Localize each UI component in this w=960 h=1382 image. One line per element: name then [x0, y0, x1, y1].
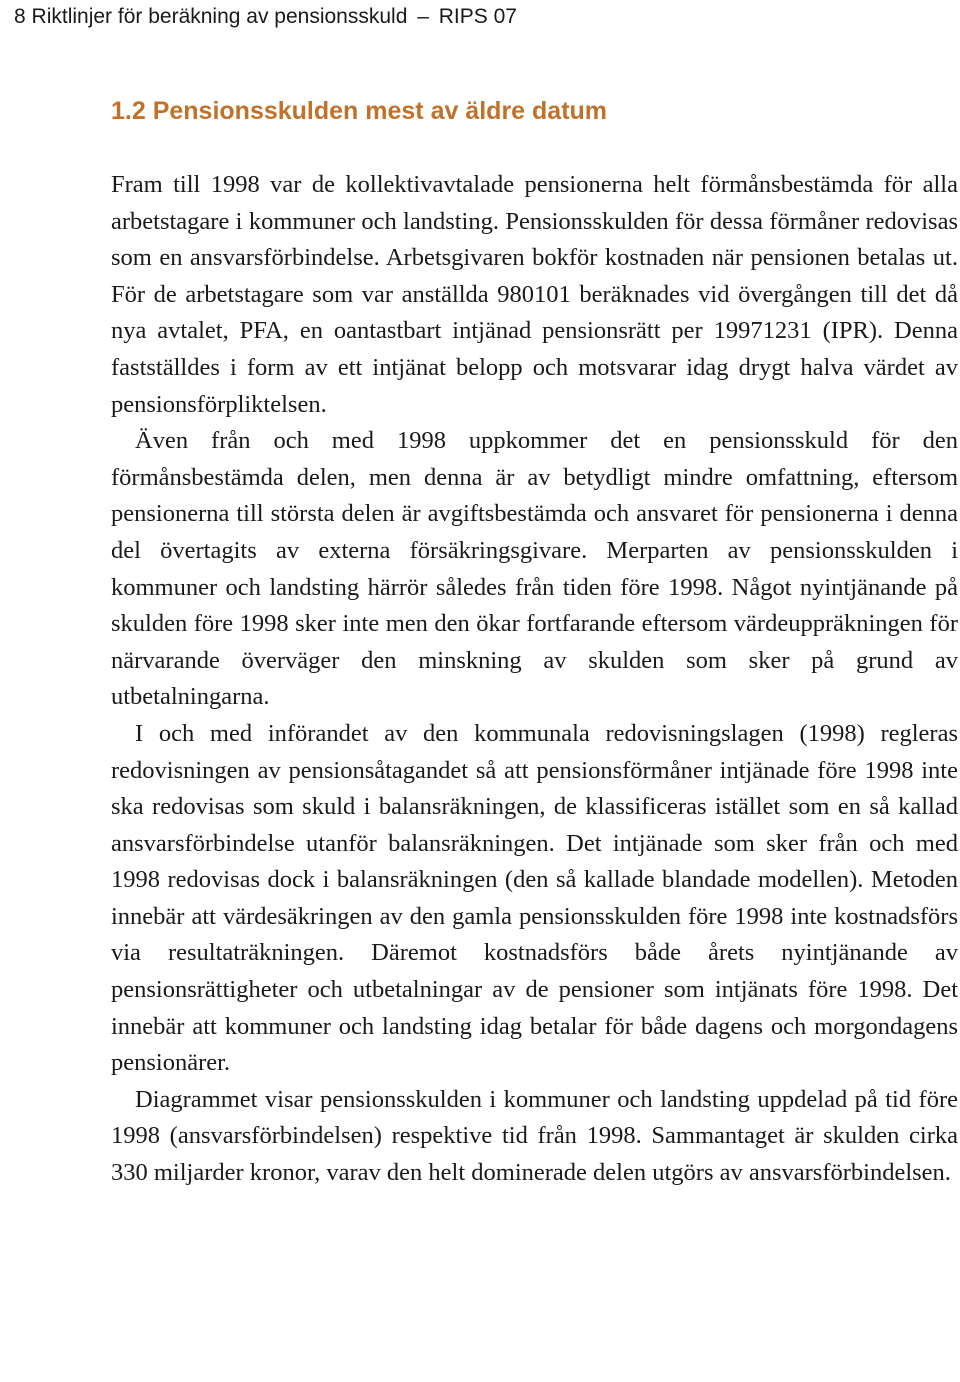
body-text — [111, 167, 958, 1192]
paragraph: I och med införandet av den kommunala redovisningslagen (1998) regleras redovisningen av pensionsåtagandet så att pensionsförmåner intjänade före 1998 inte ska redovisas som skuld i balansräkningen, de klassificeras istället som en så kallad ansvarsförbindelse utanför balansräkningen. Det intjänade som sker från och med 1998 redovisas dock i balansräkningen (den så kallade blandade modellen). Metoden innebär att värdesäkringen av den gamla pensionsskulden före 1998 inte kostnadsförs via resultaträkningen. Däremot kostnadsförs både årets nyintjänande av pensionsrättigheter och utbetalningar av de pensioner som intjänats före 1998. Det innebär att kommuner och landsting idag betalar för både dagens och morgondagens pensionärer. — [111, 719, 958, 1077]
header-separator: – — [417, 5, 429, 28]
document-code: RIPS 07 — [438, 5, 517, 28]
paragraph: Fram till 1998 var de kollektivavtalade pensionerna helt förmånsbestämda för alla arbetstagare i kommuner och landsting. Pensionsskulden för dessa förmåner redovisas som en ansvarsförbindelse. Arbetsgivaren bokför kostnaden när pensionen betalas ut. För de arbetstagare som var anställda 980101 beräknades vid övergången till det då nya avtalet, PFA, en oantastbart intjänad pensionsrätt per 19971231 (IPR). Denna fastställdes i form av ett intjänat belopp och motsvarar idag drygt halva värdet av pensionsförpliktelsen. — [111, 171, 958, 418]
paragraph: Diagrammet visar pensionsskulden i kommuner och landsting uppdelad på tid före 1998 (ansvarsförbindelsen) respektive tid från 1998. Sammantaget är skulden cirka 330 miljarder kronor, varav den helt dominerade delen utgörs av ansvarsförbindelsen. — [111, 1085, 958, 1187]
page-number: 8 — [14, 5, 26, 28]
running-header — [14, 2, 517, 32]
section-heading: 1.2 Pensionsskulden mest av äldre datum — [111, 97, 608, 125]
document-title: Riktlinjer för beräkning av pensionsskuld — [31, 5, 408, 28]
paragraph: Även från och med 1998 uppkommer det en pensionsskuld för den förmånsbestämda delen, men denna är av betydligt mindre omfattning, eftersom pensionerna till största delen är avgiftsbestämda och ansvaret för pensionerna i denna del övertagits av externa försäkringsgivare. Merparten av pensionsskulden i kommuner och landsting härrör således från tiden före 1998. Något nyintjänande på skulden före 1998 sker inte men den ökar fortfarande eftersom värdeuppräkningen för närvarande överväger den minskning av skulden som sker på grund av utbetalningarna. — [111, 427, 958, 711]
